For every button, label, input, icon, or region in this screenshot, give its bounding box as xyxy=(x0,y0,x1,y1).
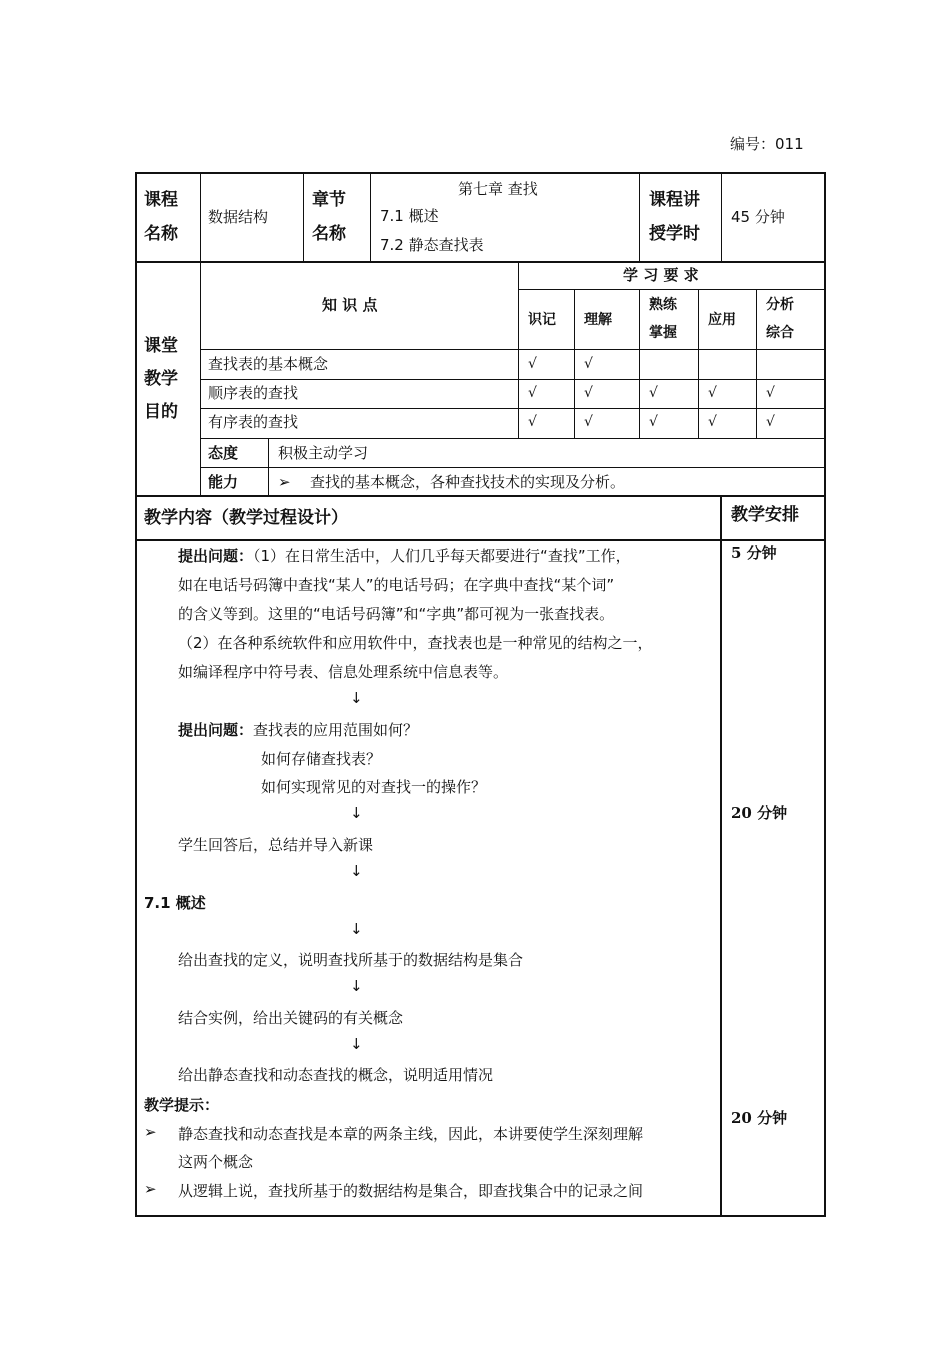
question-line: 如何存储查找表？ xyxy=(261,750,382,768)
objectives-label: 目的 xyxy=(144,402,178,422)
row-divider xyxy=(200,438,826,439)
check-mark: √ xyxy=(528,414,537,430)
step-line: 结合实例，给出关键码的有关概念 xyxy=(178,1009,404,1027)
tip-line: 从逻辑上说，查找所基于的数据结构是集合，即查找集合中的记录之间 xyxy=(178,1182,644,1200)
col-divider xyxy=(518,261,519,438)
col-divider xyxy=(303,172,304,262)
flow-arrow-icon: ↓ xyxy=(350,862,363,880)
check-mark: √ xyxy=(708,385,717,401)
check-mark: √ xyxy=(584,385,593,401)
chapter-section: 7.2 静态查找表 xyxy=(380,236,484,254)
attitude-value: 积极主动学习 xyxy=(278,444,369,462)
col-divider xyxy=(574,289,575,438)
chapter-section: 7.1 概述 xyxy=(380,207,439,225)
question-paragraph-1: 提出问题：（1）在日常生活中，人们几乎每天都要进行“查找”工作， xyxy=(178,547,631,565)
flow-arrow-icon: ↓ xyxy=(350,1035,363,1053)
bullet-icon: ➢ xyxy=(144,1180,157,1198)
col-divider xyxy=(756,289,757,438)
col-divider xyxy=(698,289,699,438)
flow-arrow-icon: ↓ xyxy=(350,689,363,707)
check-mark: √ xyxy=(584,356,593,372)
col-divider xyxy=(268,438,269,496)
question-line: 如编译程序中符号表、信息处理系统中信息表等。 xyxy=(178,663,509,681)
time-allocation: 20 分钟 xyxy=(731,804,788,822)
col-divider xyxy=(720,495,722,1217)
col-divider xyxy=(370,172,371,262)
learning-requirements-header: 学 习 要 求 xyxy=(623,266,699,284)
time-allocation: 5 分钟 xyxy=(731,544,777,562)
question-line: 的含义等到。这里的“电话号码簿”和“字典”都可视为一张查找表。 xyxy=(178,605,615,623)
question-label: 提出问题： xyxy=(178,547,254,565)
ability-bullet-icon: ➢ xyxy=(278,473,291,491)
column-header-master: 掌握 xyxy=(649,325,677,341)
flow-arrow-icon: ↓ xyxy=(350,804,363,822)
section-heading: 7.1 概述 xyxy=(144,894,206,912)
question-line: 如何实现常见的对查找一的操作？ xyxy=(261,778,487,796)
step-line: 给出查找的定义，说明查找所基于的数据结构是集合 xyxy=(178,951,524,969)
ability-value: 查找的基本概念，各种查找技术的实现及分析。 xyxy=(310,473,626,491)
row-divider xyxy=(200,408,826,409)
flow-arrow-icon: ↓ xyxy=(350,977,363,995)
check-mark: √ xyxy=(584,414,593,430)
column-header-memorize: 识记 xyxy=(528,312,556,328)
row-divider xyxy=(518,289,826,290)
chapter-title: 第七章 查找 xyxy=(458,180,538,198)
row-divider xyxy=(135,261,826,263)
course-name-value: 数据结构 xyxy=(208,208,269,226)
arrangement-header: 教学安排 xyxy=(731,505,799,525)
ability-label: 能力 xyxy=(208,473,239,491)
summary-line: 学生回答后，总结并导入新课 xyxy=(178,836,374,854)
col-divider xyxy=(200,261,201,496)
attitude-label: 态度 xyxy=(208,444,239,462)
column-header-understand: 理解 xyxy=(584,312,612,328)
flow-arrow-icon: ↓ xyxy=(350,920,363,938)
check-mark: √ xyxy=(766,385,775,401)
knowledge-point: 有序表的查找 xyxy=(208,413,299,431)
column-header-master: 熟练 xyxy=(649,297,677,313)
document-serial-number: 编号：011 xyxy=(730,135,804,153)
knowledge-point: 顺序表的查找 xyxy=(208,384,299,402)
check-mark: √ xyxy=(649,414,658,430)
column-header-apply: 应用 xyxy=(708,312,736,328)
bullet-icon: ➢ xyxy=(144,1123,157,1141)
col-divider xyxy=(200,172,201,262)
col-divider xyxy=(721,172,722,262)
course-name-label: 名称 xyxy=(144,224,178,244)
check-mark: √ xyxy=(708,414,717,430)
check-mark: √ xyxy=(528,385,537,401)
row-divider xyxy=(200,349,826,350)
col-divider xyxy=(639,289,640,438)
lecture-hours-label: 课程讲 xyxy=(649,190,700,210)
row-divider xyxy=(135,539,826,541)
question-line: 如在电话号码簿中查找“某人”的电话号码；在字典中查找“某个词” xyxy=(178,576,615,594)
chapter-name-label: 名称 xyxy=(312,224,346,244)
content-header: 教学内容（教学过程设计） xyxy=(144,508,348,528)
check-mark: √ xyxy=(649,385,658,401)
column-header-analyze: 分析 xyxy=(766,297,794,313)
question-label: 提出问题： xyxy=(178,721,254,739)
check-mark: √ xyxy=(766,414,775,430)
tip-line: 静态查找和动态查找是本章的两条主线，因此，本讲要使学生深刻理解 xyxy=(178,1125,644,1143)
objectives-label: 课堂 xyxy=(144,336,178,356)
row-divider xyxy=(200,467,826,468)
course-name-label: 课程 xyxy=(144,190,178,210)
lecture-hours-label: 授学时 xyxy=(649,224,700,244)
teaching-tips-label: 教学提示： xyxy=(144,1096,220,1114)
chapter-name-label: 章节 xyxy=(312,190,346,210)
knowledge-points-header: 知 识 点 xyxy=(322,296,378,314)
lecture-hours-value: 45 分钟 xyxy=(731,208,785,226)
row-divider xyxy=(200,379,826,380)
check-mark: √ xyxy=(528,356,537,372)
question-paragraph-2: 提出问题：查找表的应用范围如何？ xyxy=(178,721,419,739)
step-line: 给出静态查找和动态查找的概念，说明适用情况 xyxy=(178,1066,494,1084)
knowledge-point: 查找表的基本概念 xyxy=(208,355,329,373)
question-line: （2）在各种系统软件和应用软件中，查找表也是一种常见的结构之一， xyxy=(178,634,653,652)
time-allocation: 20 分钟 xyxy=(731,1109,788,1127)
row-divider xyxy=(135,495,826,497)
col-divider xyxy=(639,172,640,262)
column-header-analyze: 综合 xyxy=(766,325,794,341)
objectives-label: 教学 xyxy=(144,369,178,389)
tip-line: 这两个概念 xyxy=(178,1153,254,1171)
